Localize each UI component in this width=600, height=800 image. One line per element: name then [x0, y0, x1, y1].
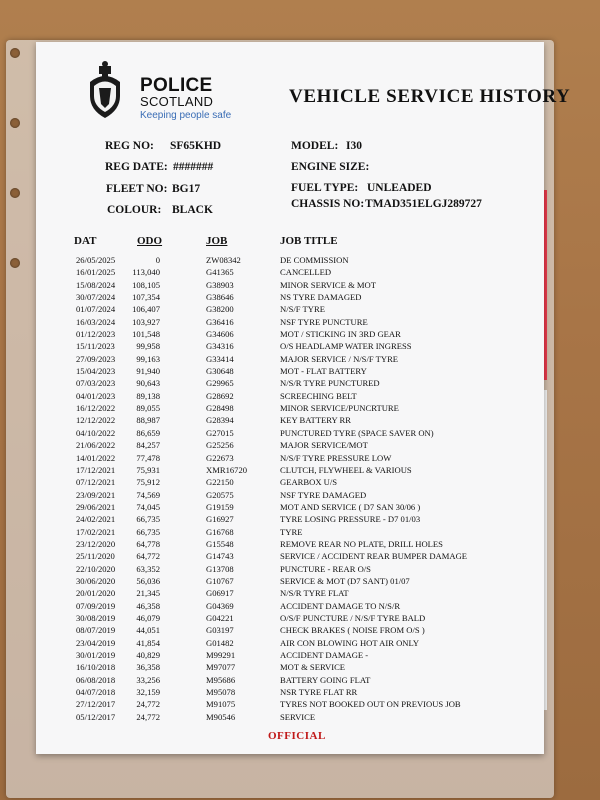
row-date: 29/06/2021 [76, 501, 116, 512]
row-job-title: MOT - FLAT BATTERY [280, 366, 367, 377]
row-date: 05/12/2017 [76, 711, 116, 722]
model-value: I30 [346, 140, 362, 152]
row-date: 30/01/2019 [76, 650, 116, 660]
row-date: 20/01/2020 [76, 588, 116, 599]
row-date: 07/03/2023 [76, 378, 116, 389]
row-job-title: REMOVE REAR NO PLATE, DRILL HOLES [280, 538, 443, 549]
table-row [36, 686, 544, 698]
row-job-number: M91075 [206, 699, 236, 710]
row-job-number: G20575 [206, 489, 234, 500]
row-job-number: G33414 [206, 353, 234, 364]
service-history-table [36, 254, 544, 723]
row-date: 23/12/2020 [76, 538, 116, 549]
table-row [36, 266, 544, 278]
fuel-type-field [291, 182, 432, 194]
row-job-title: MAJOR SERVICE/MOT [280, 440, 368, 451]
row-date: 22/10/2020 [76, 563, 116, 574]
row-job-title: SERVICE & MOT (D7 SANT) 01/07 [280, 575, 410, 586]
row-date: 16/03/2024 [76, 316, 116, 327]
row-date: 30/06/2020 [76, 575, 116, 586]
row-odometer: 99,163 [136, 353, 160, 364]
table-row [36, 649, 544, 661]
row-job-number: M99291 [206, 650, 236, 660]
col-header-date: DAT [74, 235, 97, 247]
table-row [36, 464, 544, 476]
row-job-number: G14743 [206, 551, 234, 562]
table-row [36, 563, 544, 575]
row-job-title: MINOR SERVICE/PUNCRTURE [280, 403, 399, 414]
row-job-number: G16768 [206, 526, 234, 537]
row-date: 27/09/2023 [76, 353, 116, 364]
reg-date-label: REG DATE: [105, 161, 168, 173]
row-date: 25/11/2020 [76, 551, 115, 562]
row-job-number: ZW08342 [206, 255, 241, 265]
row-date: 04/07/2018 [76, 687, 116, 698]
row-job-number: G13708 [206, 563, 234, 574]
row-job-number: G38646 [206, 292, 234, 303]
row-job-title: MAJOR SERVICE / N/S/F TYRE [280, 353, 399, 364]
row-date: 16/12/2022 [76, 403, 116, 414]
row-odometer: 91,940 [136, 366, 160, 377]
fleet-no-label: FLEET NO: [106, 183, 168, 195]
row-job-number: G30648 [206, 366, 234, 377]
row-job-title: O/S HEADLAMP WATER INGRESS [280, 341, 412, 352]
row-job-title: MOT & SERVICE [280, 662, 346, 673]
row-job-title: CHECK BRAKES ( NOISE FROM O/S ) [280, 625, 425, 636]
row-date: 21/06/2022 [76, 440, 116, 451]
row-odometer: 113,040 [132, 267, 160, 278]
fuel-type-value: UNLEADED [367, 182, 432, 194]
table-row [36, 439, 544, 451]
col-header-job-title: JOB TITLE [280, 235, 338, 247]
row-job-number: M97077 [206, 662, 236, 673]
row-odometer: 46,358 [136, 600, 160, 611]
row-date: 26/05/2025 [76, 255, 116, 265]
row-job-number: G34606 [206, 329, 234, 340]
row-job-number: G04221 [206, 612, 234, 623]
row-odometer: 21,345 [136, 588, 160, 599]
table-row [36, 674, 544, 686]
row-odometer: 75,931 [136, 464, 160, 475]
row-odometer: 103,927 [132, 316, 160, 327]
table-row [36, 526, 544, 538]
row-job-title: N/S/R TYRE FLAT [280, 588, 349, 599]
row-job-title: TYRE LOSING PRESSURE - D7 01/03 [280, 514, 421, 525]
row-job-title: ACCIDENT DAMAGE TO N/S/R [280, 600, 401, 611]
row-job-number: G28692 [206, 390, 234, 401]
table-row [36, 489, 544, 501]
chassis-no-label: CHASSIS NO: [291, 198, 365, 210]
table-row [36, 414, 544, 426]
row-job-title: MOT AND SERVICE ( D7 SAN 30/06 ) [280, 501, 421, 512]
row-job-title: GEARBOX U/S [280, 477, 338, 488]
punch-hole [10, 118, 20, 128]
reg-date-value: ####### [173, 161, 214, 173]
punch-hole [10, 258, 20, 268]
reg-no-field [105, 140, 222, 152]
colour-field [107, 204, 213, 216]
row-odometer: 63,352 [136, 563, 160, 574]
row-job-title: N/S/R TYRE PUNCTURED [280, 378, 380, 389]
row-odometer: 44,051 [136, 625, 160, 636]
row-job-title: CLUTCH, FLYWHEEL & VARIOUS [280, 464, 412, 475]
punch-hole [10, 188, 20, 198]
row-date: 01/07/2024 [76, 304, 116, 315]
table-row [36, 316, 544, 328]
table-row [36, 427, 544, 439]
punch-hole [10, 48, 20, 58]
row-date: 15/08/2024 [76, 279, 116, 290]
row-date: 08/07/2019 [76, 625, 116, 636]
table-row [36, 390, 544, 402]
row-job-title: ACCIDENT DAMAGE - [280, 650, 369, 660]
row-odometer: 106,407 [132, 304, 160, 315]
row-job-title: KEY BATTERY RR [280, 415, 351, 426]
row-job-title: PUNCTURED TYRE (SPACE SAVER ON) [280, 427, 434, 438]
reg-no-value: SF65KHD [170, 140, 222, 152]
row-job-title: BATTERY GOING FLAT [280, 674, 371, 685]
police-scotland-crest-icon [82, 60, 128, 122]
row-job-number: G28394 [206, 415, 234, 426]
row-job-title: N/S/F TYRE PRESSURE LOW [280, 452, 392, 463]
table-row [36, 698, 544, 710]
row-odometer: 74,569 [136, 489, 160, 500]
row-job-number: M95078 [206, 687, 236, 698]
row-date: 15/04/2023 [76, 366, 116, 377]
row-job-title: PUNCTURE - REAR O/S [280, 563, 371, 574]
col-header-odo: ODO [137, 235, 163, 247]
row-odometer: 32,159 [136, 687, 160, 698]
row-job-title: N/S/F TYRE [280, 304, 325, 315]
row-job-title: MOT / STICKING IN 3RD GEAR [280, 329, 401, 340]
chassis-no-value: TMAD351ELGJ289727 [365, 198, 482, 210]
row-odometer: 108,105 [132, 279, 160, 290]
table-row [36, 624, 544, 636]
table-row [36, 279, 544, 291]
row-odometer: 66,735 [136, 514, 160, 525]
row-job-title: CANCELLED [280, 267, 332, 278]
row-odometer: 89,055 [136, 403, 160, 414]
row-odometer: 64,772 [136, 551, 160, 562]
row-date: 06/08/2018 [76, 674, 116, 685]
row-date: 04/01/2023 [76, 390, 116, 401]
row-odometer: 56,036 [136, 575, 160, 586]
table-row [36, 587, 544, 599]
table-row [36, 328, 544, 340]
row-odometer: 86,659 [136, 427, 160, 438]
reg-no-label: REG NO: [105, 140, 154, 152]
row-job-number: G16927 [206, 514, 234, 525]
row-date: 01/12/2023 [76, 329, 116, 340]
table-row [36, 402, 544, 414]
row-odometer: 107,354 [132, 292, 160, 303]
row-date: 17/02/2021 [76, 526, 116, 537]
table-row [36, 452, 544, 464]
model-field [291, 140, 362, 152]
row-job-number: G04369 [206, 600, 234, 611]
row-odometer: 33,256 [136, 674, 160, 685]
row-job-number: G22673 [206, 452, 234, 463]
table-row [36, 501, 544, 513]
row-odometer: 46,079 [136, 612, 160, 623]
brand-tagline: Keeping people safe [140, 110, 232, 121]
row-odometer: 90,643 [136, 378, 160, 389]
table-row [36, 637, 544, 649]
colour-value: BLACK [172, 204, 213, 216]
reg-date-field [105, 161, 214, 173]
row-odometer: 75,912 [136, 477, 160, 488]
brand-line-1: POLICE [140, 75, 213, 96]
row-job-number: G25256 [206, 440, 234, 451]
row-odometer: 74,045 [136, 501, 160, 512]
row-job-title: MINOR SERVICE & MOT [280, 279, 376, 290]
row-job-title: SCREECHING BELT [280, 390, 357, 401]
row-odometer: 88,987 [136, 415, 160, 426]
row-job-number: M95686 [206, 674, 236, 685]
engine-size-field [291, 161, 369, 173]
table-row [36, 538, 544, 550]
row-date: 23/04/2019 [76, 637, 116, 648]
row-job-number: G03197 [206, 625, 234, 636]
brand-line-2: SCOTLAND [140, 94, 214, 109]
table-row [36, 377, 544, 389]
row-date: 12/12/2022 [76, 415, 116, 426]
row-job-number: G01482 [206, 637, 234, 648]
row-odometer: 40,829 [136, 650, 160, 660]
table-row [36, 353, 544, 365]
row-date: 17/12/2021 [76, 464, 116, 475]
row-date: 16/01/2025 [76, 267, 116, 278]
table-row [36, 340, 544, 352]
row-job-number: G27015 [206, 427, 234, 438]
table-row [36, 600, 544, 612]
row-job-number: G22150 [206, 477, 234, 488]
row-odometer: 41,854 [136, 637, 160, 648]
row-odometer: 24,772 [136, 711, 160, 722]
row-job-number: G15548 [206, 538, 234, 549]
row-job-title: AIR CON BLOWING HOT AIR ONLY [280, 637, 420, 648]
row-job-title: O/S/F PUNCTURE / N/S/F TYRE BALD [280, 612, 426, 623]
row-job-number: G34316 [206, 341, 234, 352]
row-job-number: G36416 [206, 316, 234, 327]
row-job-number: G38903 [206, 279, 234, 290]
row-date: 30/08/2019 [76, 612, 116, 623]
table-row [36, 303, 544, 315]
row-odometer: 99,958 [136, 341, 160, 352]
table-row [36, 711, 544, 723]
row-date: 16/10/2018 [76, 662, 116, 673]
official-classification: OFFICIAL [268, 730, 326, 742]
table-row [36, 575, 544, 587]
table-row [36, 661, 544, 673]
row-odometer: 36,358 [136, 662, 160, 673]
row-date: 04/10/2022 [76, 427, 116, 438]
row-odometer: 77,478 [136, 452, 160, 463]
model-label: MODEL: [291, 140, 339, 152]
table-row [36, 254, 544, 266]
row-odometer: 84,257 [136, 440, 160, 451]
row-date: 07/09/2019 [76, 600, 116, 611]
engine-size-label: ENGINE SIZE: [291, 161, 370, 173]
police-scotland-brand [140, 76, 231, 122]
row-job-title: DE COMMISSION [280, 255, 349, 265]
row-odometer: 101,548 [132, 329, 160, 340]
row-job-number: M90546 [206, 711, 236, 722]
table-row [36, 291, 544, 303]
row-job-title: NS TYRE DAMAGED [280, 292, 362, 303]
col-header-job: JOB [206, 235, 228, 247]
row-date: 27/12/2017 [76, 699, 116, 710]
row-job-title: SERVICE / ACCIDENT REAR BUMPER DAMAGE [280, 551, 468, 562]
row-job-number: G19159 [206, 501, 234, 512]
row-job-number: G29965 [206, 378, 234, 389]
row-job-number: G41365 [206, 267, 234, 278]
row-date: 23/09/2021 [76, 489, 116, 500]
row-odometer: 24,772 [136, 699, 160, 710]
row-job-number: G38200 [206, 304, 234, 315]
row-job-title: TYRES NOT BOOKED OUT ON PREVIOUS JOB [280, 699, 461, 710]
row-job-title: TYRE [280, 526, 303, 537]
row-job-title: NSF TYRE PUNCTURE [280, 316, 368, 327]
colour-label: COLOUR: [107, 204, 162, 216]
table-row [36, 612, 544, 624]
table-row [36, 365, 544, 377]
table-row [36, 513, 544, 525]
row-job-title: SERVICE [280, 711, 316, 722]
fuel-type-label: FUEL TYPE: [291, 182, 359, 194]
chassis-no-field [291, 198, 482, 210]
table-row [36, 476, 544, 488]
row-job-number: XMR16720 [206, 464, 248, 475]
row-job-number: G28498 [206, 403, 234, 414]
document-title: VEHICLE SERVICE HISTORY [289, 86, 571, 107]
row-date: 15/11/2023 [76, 341, 115, 352]
row-job-title: NSR TYRE FLAT RR [280, 687, 358, 698]
row-odometer: 66,735 [136, 526, 160, 537]
row-date: 30/07/2024 [76, 292, 116, 303]
fleet-no-field [106, 183, 201, 195]
row-odometer: 0 [155, 255, 160, 265]
fleet-no-value: BG17 [172, 183, 201, 195]
row-job-number: G10767 [206, 575, 234, 586]
row-date: 07/12/2021 [76, 477, 116, 488]
table-row [36, 550, 544, 562]
row-odometer: 89,138 [136, 390, 160, 401]
row-date: 14/01/2022 [76, 452, 116, 463]
row-date: 24/02/2021 [76, 514, 116, 525]
row-job-title: NSF TYRE DAMAGED [280, 489, 367, 500]
row-odometer: 64,778 [136, 538, 160, 549]
service-history-document [36, 42, 571, 754]
row-job-number: G06917 [206, 588, 234, 599]
